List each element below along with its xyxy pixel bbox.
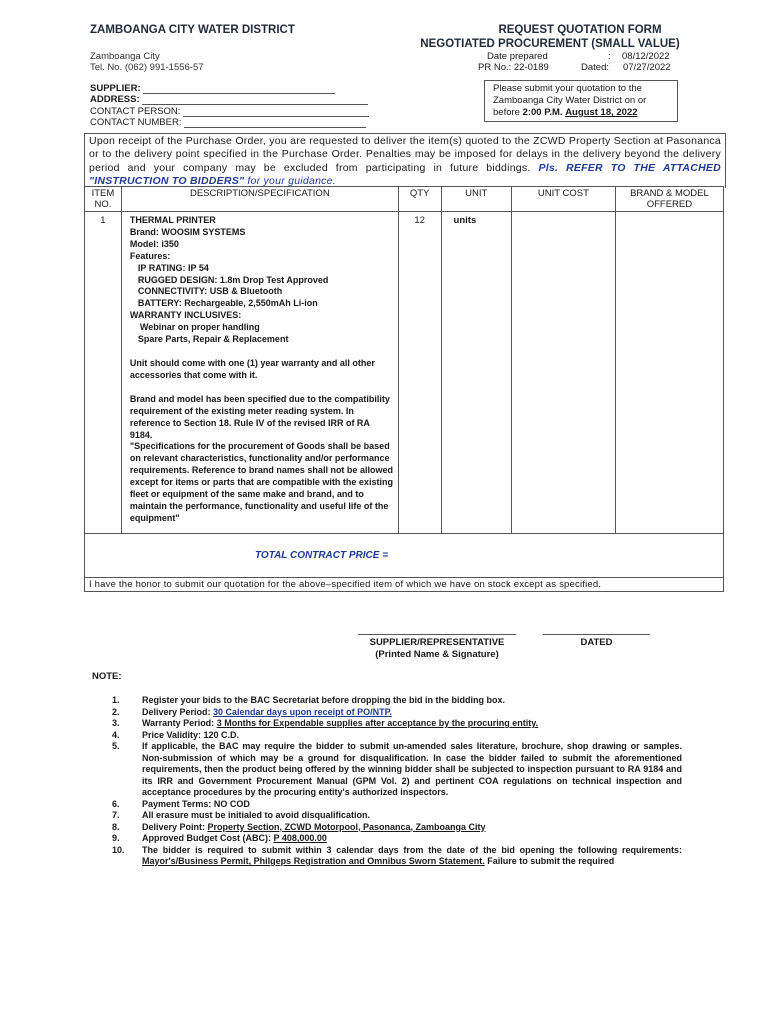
contact-person-line[interactable] <box>183 107 369 117</box>
item-unit: units <box>441 212 511 534</box>
date-prepared-sep: : <box>608 51 611 62</box>
signature-dated-label: DATED <box>580 637 613 648</box>
org-city: Zamboanga City <box>90 51 160 62</box>
note-underlined: 3 Months for Expendable supplies after acceptance by the procuring entity. <box>216 718 539 728</box>
item-brand-model[interactable] <box>615 212 723 534</box>
table-header-row <box>85 187 724 212</box>
header-qty: QTY <box>398 187 441 212</box>
header-unit-cost: UNIT COST <box>511 187 615 212</box>
desc-quote-para: "Specifications for the procurement of Goods shall be based on relevant characteristics, functionality and/or performance requirements. Reference to brand names shall not be allowed except for items or parts that are compatible with the existing fleet or equipment of the same make and brand, and to maintain the performance, functionality and useful life of the equipment" <box>129 441 393 523</box>
address-line[interactable] <box>142 95 368 105</box>
note-number: 9. <box>112 833 120 843</box>
instructions-refer: Pls. REFER TO THE ATTACHED "INSTRUCTION TO BIDDERS" <box>89 161 722 187</box>
notice-time: 2:00 P.M. <box>522 107 563 118</box>
signature-line[interactable] <box>358 634 516 635</box>
contact-person-field[interactable] <box>90 106 369 117</box>
header-brand-model: BRAND & MODEL OFFERED <box>615 187 723 212</box>
note-number: 6. <box>112 798 120 809</box>
note-underlined: Mayor's/Business Permit, Philgeps Registration and Omnibus Sworn Statement. <box>142 856 485 866</box>
address-label: ADDRESS: <box>90 94 140 105</box>
desc-brand: Brand: WOOSIM SYSTEMS <box>129 226 246 237</box>
honor-text: I have the honor to submit our quotation for the above–specified item of which we have on stock except as specified. <box>85 578 724 592</box>
pr-number: PR No.: 22-0189 <box>478 62 549 73</box>
desc-rugged: RUGGED DESIGN: 1.8m Drop Test Approved <box>137 274 329 285</box>
note-number: 10. <box>112 844 125 855</box>
date-line[interactable] <box>543 634 650 635</box>
dated-value: 07/27/2022 <box>623 62 671 73</box>
note-item <box>112 845 682 868</box>
desc-ip-rating: IP RATING: IP 54 <box>137 262 209 273</box>
notes-title: NOTE: <box>92 671 122 682</box>
note-text-tail: Failure to submit the required <box>484 856 615 866</box>
instructions-text: Upon receipt of the Purchase Order, you are requested to deliver the item(s) quoted to the ZCWD Property Section at Pasonanca or to the delivery point specified in the Purchase Order. Penalties may be imposed for delays in the delivery beyond the delivery period and your company may be excluded from participating in future biddings. <box>89 135 721 174</box>
note-item <box>112 741 682 799</box>
note-text: The bidder is required to submit within 3 calendar days from the date of the bid opening the following requirements: <box>142 844 682 855</box>
supplier-label: SUPPLIER: <box>90 83 141 94</box>
notes-list <box>112 695 682 868</box>
note-underlined: Property Section, ZCWD Motorpool, Pasonanca, Zamboanga City <box>207 821 486 832</box>
note-text: Approved Budget Cost (ABC): <box>142 833 274 843</box>
note-number: 1. <box>112 695 120 705</box>
header-item-no: ITEM NO. <box>85 187 122 212</box>
contact-person-label: CONTACT PERSON: <box>90 106 181 117</box>
header-unit: UNIT <box>441 187 511 212</box>
note-number: 2. <box>112 706 120 717</box>
org-name: ZAMBOANGA CITY WATER DISTRICT <box>90 24 295 36</box>
desc-features: Features: <box>129 250 171 261</box>
note-item <box>112 822 682 834</box>
date-prepared-label: Date prepared <box>487 51 548 62</box>
instructions-guidance: for your guidance. <box>247 174 336 187</box>
notice-line-1: Please submit your quotation to the <box>493 83 642 94</box>
notice-line-2: Zamboanga City Water District on or <box>493 95 647 106</box>
contact-number-line[interactable] <box>184 118 366 128</box>
note-item <box>112 833 682 845</box>
item-unit-cost[interactable] <box>511 212 615 534</box>
desc-spare-parts: Spare Parts, Repair & Replacement <box>137 334 289 345</box>
note-text: Register your bids to the BAC Secretariat before dropping the bid in the bidding box. <box>142 695 506 705</box>
note-item <box>112 799 682 811</box>
contact-number-field[interactable] <box>90 117 366 128</box>
note-number: 3. <box>112 718 120 728</box>
note-item <box>112 810 682 822</box>
item-no: 1 <box>85 212 122 534</box>
header-description: DESCRIPTION/SPECIFICATION <box>121 187 398 212</box>
supplier-field[interactable] <box>90 83 335 94</box>
instructions-box <box>84 133 726 188</box>
desc-brand-para: Brand and model has been specified due to the compatibility requirement of the existing meter reading system. In reference to Section 18. Rule IV of the revised IRR of RA 9184. <box>129 393 390 440</box>
address-field[interactable] <box>90 94 368 105</box>
desc-warranty-para: Unit should come with one (1) year warranty and all other accessories that come with it. <box>129 357 375 380</box>
note-text: If applicable, the BAC may require the bidder to submit un-amended sales literature, brochure, shop drawing or samples. Non-submission of which may be a ground for disqualification. In case the bidder failed to submit the aforementioned requirements, then the product being offered by the winning bidder shall be subjected to inspection pursuant to RA 9184 and its IRR and Government Procurement Manual (GPM Vol. 2) and pertinent COA regulations on technical inspection and acceptance procedures by the procuring entity's authorized inspectors. <box>142 741 682 797</box>
note-underlined: P 408,000.00 <box>273 833 327 843</box>
total-contract-price: TOTAL CONTRACT PRICE = <box>85 534 724 578</box>
supplier-line[interactable] <box>143 84 335 94</box>
desc-model: Model: i350 <box>129 238 179 249</box>
desc-warranty-inclusives: WARRANTY INCLUSIVES: <box>129 310 242 321</box>
note-text: All erasure must be initialed to avoid disqualification. <box>142 810 371 820</box>
note-number: 8. <box>112 821 120 832</box>
org-tel: Tel. No. (062) 991-1556-57 <box>90 62 204 73</box>
note-text: Delivery Point: <box>142 821 208 832</box>
form-title: REQUEST QUOTATION FORM <box>498 24 662 36</box>
desc-connectivity: CONNECTIVITY: USB & Bluetooth <box>137 286 283 297</box>
notice-deadline: August 18, 2022 <box>565 107 638 118</box>
note-item <box>112 695 682 707</box>
item-description <box>121 212 398 534</box>
item-qty: 12 <box>398 212 441 534</box>
note-item <box>112 730 682 742</box>
dated-label: Dated: <box>581 62 609 73</box>
note-text: Payment Terms: NO COD <box>142 798 250 809</box>
total-row <box>85 534 724 578</box>
desc-battery: BATTERY: Rechargeable, 2,550mAh Li-ion <box>137 298 318 309</box>
table-row <box>85 212 724 534</box>
form-subtitle: NEGOTIATED PROCUREMENT (SMALL VALUE) <box>420 38 680 50</box>
submission-notice <box>484 80 678 122</box>
note-link[interactable]: 30 Calendar days upon receipt of PO/NTP. <box>213 706 392 717</box>
desc-webinar: Webinar on proper handling <box>139 322 260 333</box>
printed-name-label: (Printed Name & Signature) <box>375 649 499 660</box>
notice-before: before <box>493 107 520 118</box>
note-text: Price Validity: 120 C.D. <box>142 729 240 740</box>
date-prepared-value: 08/12/2022 <box>622 51 670 62</box>
desc-title: THERMAL PRINTER <box>129 215 216 225</box>
note-number: 7. <box>112 810 120 820</box>
supplier-rep-label: SUPPLIER/REPRESENTATIVE <box>369 637 505 648</box>
note-text: Delivery Period: <box>142 706 214 717</box>
note-text: Warranty Period: <box>142 718 217 728</box>
note-number: 5. <box>112 741 120 751</box>
note-item <box>112 718 682 730</box>
items-table <box>84 186 724 592</box>
contact-number-label: CONTACT NUMBER: <box>90 117 182 128</box>
honor-row <box>85 578 724 592</box>
note-number: 4. <box>112 729 120 740</box>
note-item <box>112 707 682 719</box>
